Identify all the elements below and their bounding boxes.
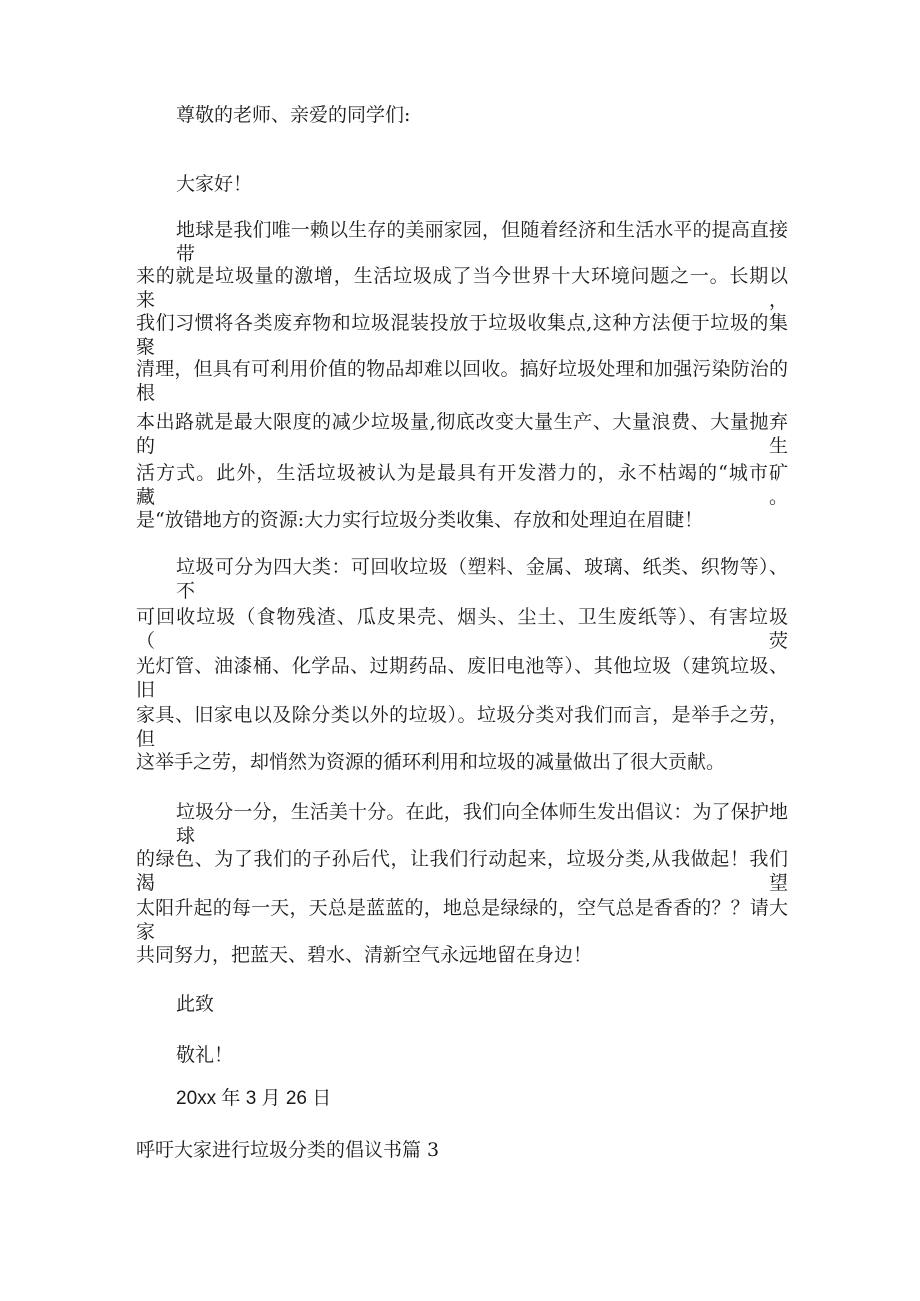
paragraph3-line: 共同努力，把蓝天、碧水、清新空气永远地留在身边！ [136, 944, 593, 966]
closing-line: 此致 [176, 993, 215, 1015]
paragraph1-line: 活方式。此外，生活垃圾被认为是最具有开发潜力的，永不枯竭的“城市矿藏。 [136, 462, 788, 508]
paragraph3-line: 太阳升起的每一天，天总是蓝蓝的，地总是绿绿的，空气总是香香的？？请大家 [136, 897, 788, 943]
salutation: 尊敬的老师、亲爱的同学们: [176, 104, 411, 126]
paragraph1-line: 本出路就是最大限度的减少垃圾量,彻底改变大量生产、大量浪费、大量抛弃的生 [136, 411, 788, 457]
paragraph1-line: 是“放错地方的资源:大力实行垃圾分类收集、存放和处理迫在眉睫！ [136, 509, 704, 531]
paragraph3-line: 垃圾分一分，生活美十分。在此，我们向全体师生发出倡议：为了保护地球 [176, 801, 788, 847]
next-section-title: 呼吁大家进行垃圾分类的倡议书篇 3 [136, 1139, 440, 1161]
paragraph3-line: 的绿色、为了我们的子孙后代，让我们行动起来，垃圾分类,从我做起！我们渴望 [136, 848, 788, 894]
paragraph1-line: 清理，但具有可利用价值的物品却难以回收。搞好垃圾处理和加强污染防治的根 [136, 358, 788, 404]
paragraph1-line: 我们习惯将各类废弃物和垃圾混装投放于垃圾收集点,这种方法便于垃圾的集聚 [136, 312, 788, 358]
greeting: 大家好！ [176, 173, 253, 195]
paragraph2-line: 可回收垃圾（食物残渣、瓜皮果壳、烟头、尘土、卫生废纸等）、有害垃圾（荧 [136, 606, 788, 652]
paragraph1-line: 来的就是垃圾量的激增，生活垃圾成了当今世界十大环境问题之一。长期以来， [136, 265, 788, 311]
paragraph2-line: 家具、旧家电以及除分类以外的垃圾）。垃圾分类对我们而言，是举手之劳，但 [136, 704, 788, 750]
date: 20xx 年 3 月 26 日 [176, 1088, 332, 1109]
paragraph2-line: 光灯管、油漆桶、化学品、过期药品、废旧电池等）、其他垃圾（建筑垃圾、旧 [136, 655, 788, 701]
paragraph2-line: 垃圾可分为四大类：可回收垃圾（塑料、金属、玻璃、纸类、织物等）、不 [176, 556, 788, 602]
paragraph1-line: 地球是我们唯一赖以生存的美丽家园，但随着经济和生活水平的提高直接带 [176, 219, 788, 265]
closing-line: 敬礼！ [176, 1044, 234, 1066]
paragraph2-line: 这举手之劳，却悄然为资源的循环利用和垃圾的减量做出了很大贡献。 [136, 751, 726, 773]
